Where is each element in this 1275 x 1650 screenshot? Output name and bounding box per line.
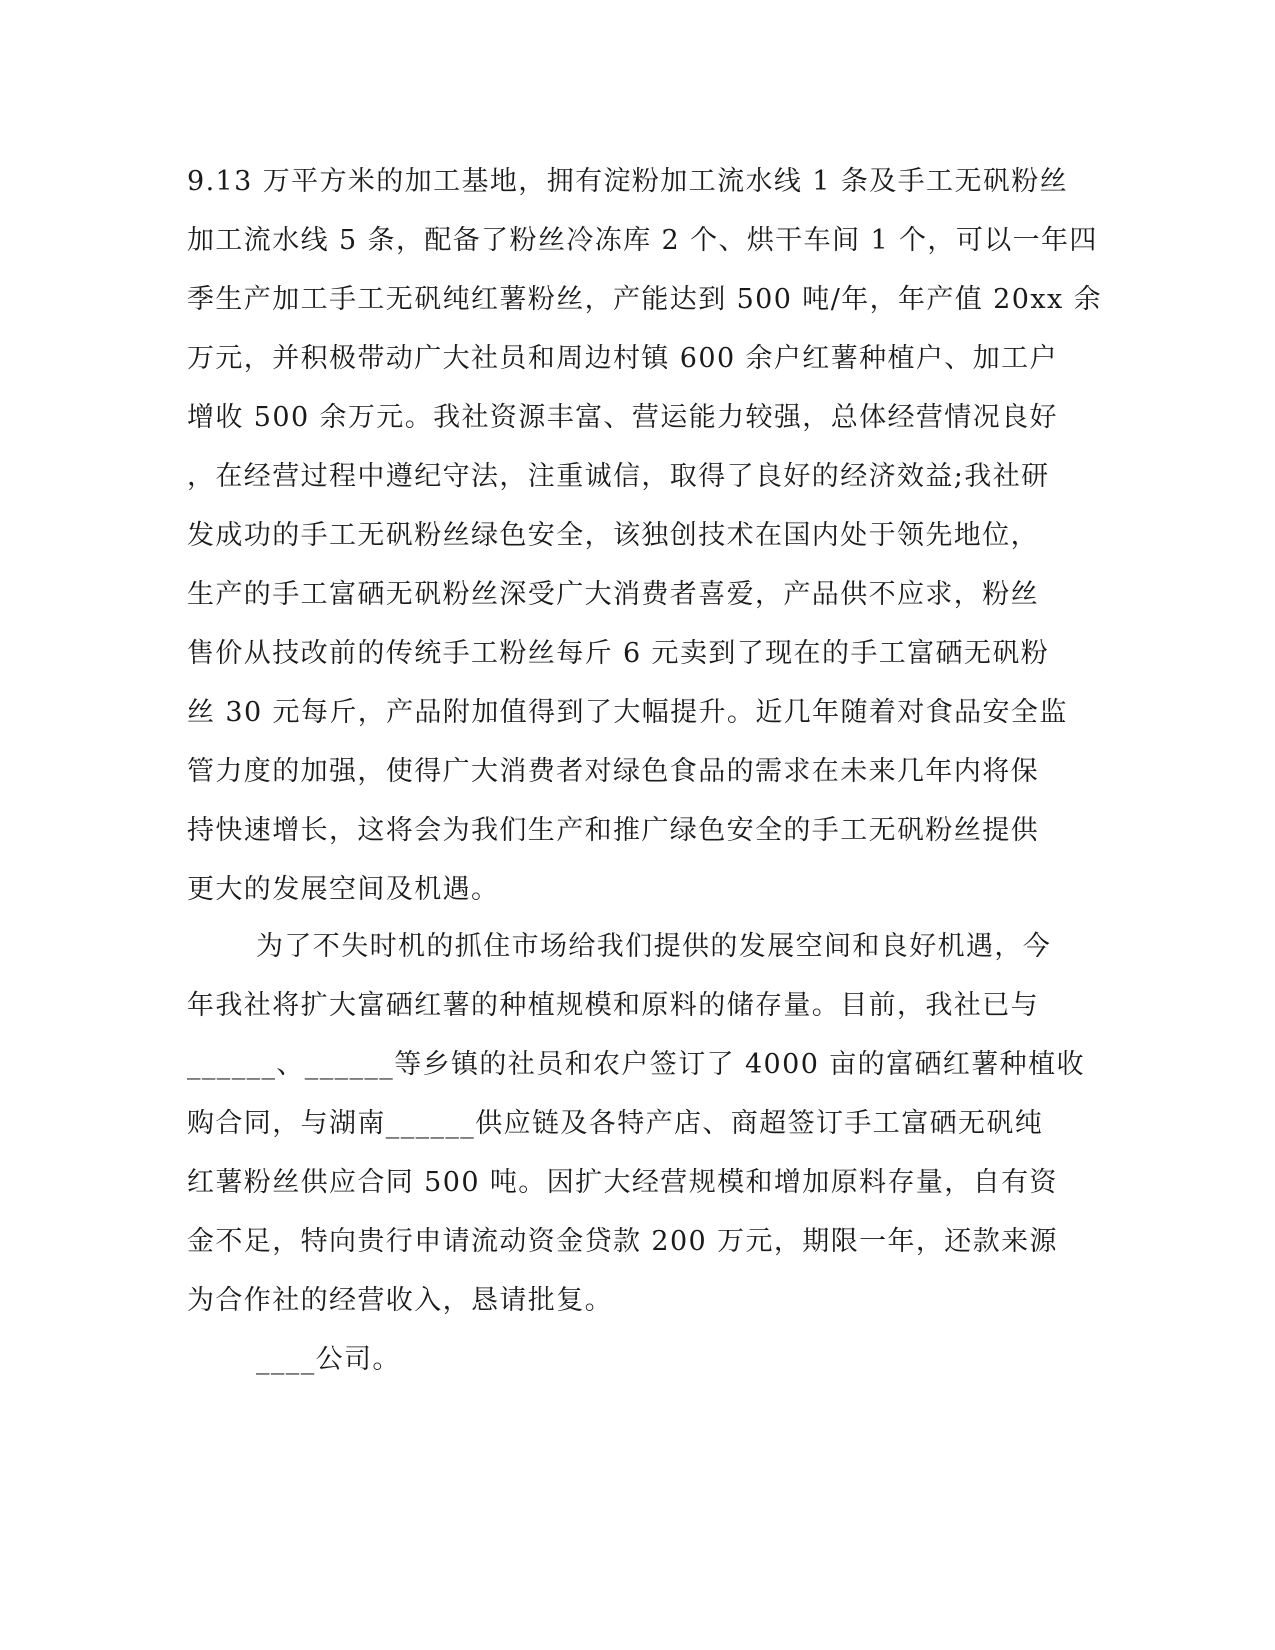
paragraph-1-line-3: 季生产加工手工无矾纯红薯粉丝，产能达到 500 吨/年，年产值 20xx 余 [187, 284, 1102, 315]
paragraph-1-line-8: 生产的手工富硒无矾粉丝深受广大消费者喜爱，产品供不应求，粉丝 [187, 579, 1039, 610]
paragraph-1-line-2: 加工流水线 5 条，配备了粉丝冷冻库 2 个、烘干车间 1 个，可以一年四 [187, 225, 1098, 256]
paragraph-1-line-13: 更大的发展空间及机遇。 [187, 874, 500, 905]
signature-line: ____公司。 [256, 1344, 401, 1375]
paragraph-2-line-2: 年我社将扩大富硒红薯的种植规模和原料的储存量。目前，我社已与 [187, 990, 1039, 1021]
paragraph-1-line-4: 万元，并积极带动广大社员和周边村镇 600 余户红薯种植户、加工户 [187, 343, 1058, 374]
paragraph-1-line-6: ，在经营过程中遵纪守法，注重诚信，取得了良好的经济效益;我社研 [187, 461, 1050, 492]
paragraph-2-line-3: ______、______等乡镇的社员和农户签订了 4000 亩的富硒红薯种植收 [187, 1049, 1085, 1080]
paragraph-2-line-6: 金不足，特向贵行申请流动资金贷款 200 万元，期限一年，还款来源 [187, 1226, 1058, 1257]
paragraph-1-line-5: 增收 500 余万元。我社资源丰富、营运能力较强，总体经营情况良好 [187, 402, 1058, 433]
paragraph-2-line-5: 红薯粉丝供应合同 500 吨。因扩大经营规模和增加原料存量，自有资 [187, 1167, 1058, 1198]
paragraph-2-line-7: 为合作社的经营收入，恳请批复。 [187, 1285, 613, 1316]
paragraph-2-line-1: 为了不失时机的抓住市场给我们提供的发展空间和良好机遇，今 [256, 931, 1052, 962]
paragraph-2-line-4: 购合同，与湖南______供应链及各特产店、商超签订手工富硒无矾纯 [187, 1108, 1044, 1139]
paragraph-1-line-7: 发成功的手工无矾粉丝绿色安全，该独创技术在国内处于领先地位， [187, 520, 1039, 551]
paragraph-1-line-1: 9.13 万平方米的加工基地，拥有淀粉加工流水线 1 条及手工无矾粉丝 [187, 166, 1069, 197]
paragraph-1-line-10: 丝 30 元每斤，产品附加值得到了大幅提升。近几年随着对食品安全监 [187, 697, 1068, 728]
paragraph-1-line-11: 管力度的加强，使得广大消费者对绿色食品的需求在未来几年内将保 [187, 756, 1039, 787]
paragraph-1-line-9: 售价从技改前的传统手工粉丝每斤 6 元卖到了现在的手工富硒无矾粉 [187, 638, 1050, 669]
paragraph-1-line-12: 持快速增长，这将会为我们生产和推广绿色安全的手工无矾粉丝提供 [187, 815, 1039, 846]
